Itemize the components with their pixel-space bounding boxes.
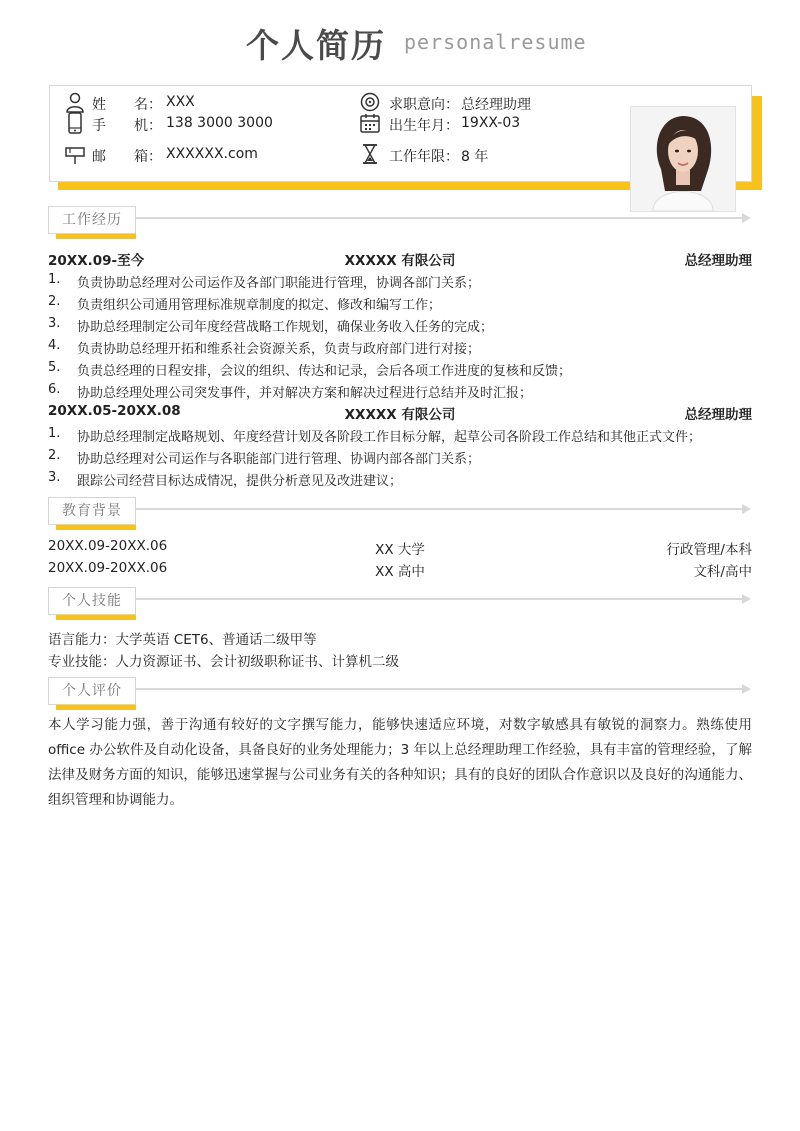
page-subtitle: personalresume [404, 30, 587, 54]
section-arrow [742, 684, 751, 694]
target-icon [359, 91, 381, 113]
birth-label: 出生年月： [389, 118, 459, 134]
years-label: 工作年限： [389, 149, 459, 165]
section-title-education: 教育背景 [48, 497, 136, 525]
edu-period: 20XX.09-20XX.06 [48, 538, 168, 554]
intent-value: 总经理助理 [461, 97, 531, 113]
mailbox-icon [64, 143, 86, 165]
edu-school: XX 高中 [375, 564, 425, 580]
section-title-evaluation: 个人评价 [48, 677, 136, 705]
name-value: XXX [166, 94, 195, 110]
section-skills [48, 591, 752, 621]
section-arrow [742, 504, 751, 514]
edu-school: XX 大学 [375, 542, 425, 558]
section-divider [134, 217, 744, 219]
self-evaluation-text: 本人学习能力强，善于沟通有较好的文字撰写能力，能够快速适应环境，对数字敏感具有敏锐的洞察力。熟练使用 office 办公软件及自动化设备，具备良好的业务处理能力；3 年以上总经理助理工作经验，具有丰富的管理经验，了解法律及财务方面的知识，能够迅速掌握与公司业务有关的各种知识；具有的良好的团队合作意识以及良好的沟通能力、组织管理和协调能力。 [48, 717, 752, 808]
section-divider [134, 688, 744, 690]
section-divider [134, 508, 744, 510]
email-label: 邮 箱： [92, 149, 162, 165]
intent-label: 求职意向： [389, 97, 459, 113]
work-period: 20XX.09-至今 [48, 253, 145, 269]
work-company: XXXXX 有限公司 [344, 407, 456, 423]
edu-major: 行政管理/本科 [666, 542, 752, 558]
page-title: 个人简历 [246, 26, 386, 65]
section-arrow [742, 594, 751, 604]
phone-value: 138 3000 3000 [166, 115, 273, 131]
section-title-work: 工作经历 [48, 206, 136, 234]
section-title-skills: 个人技能 [48, 587, 136, 615]
name-label: 姓 名： [92, 97, 162, 113]
email-value: XXXXXX.com [166, 146, 258, 162]
calendar-icon [359, 112, 381, 134]
phone-icon [64, 112, 86, 134]
skill-professional: 专业技能：人力资源证书、会计初级职称证书、计算机二级 [48, 654, 399, 670]
work-company: XXXXX 有限公司 [344, 253, 456, 269]
section-evaluation [48, 681, 752, 711]
profile-photo [630, 106, 736, 212]
section-arrow [742, 213, 751, 223]
years-value: 8 年 [461, 149, 489, 165]
work-position: 总经理助理 [684, 407, 752, 423]
edu-period: 20XX.09-20XX.06 [48, 560, 168, 576]
skill-language: 语言能力：大学英语 CET6、普通话二级甲等 [48, 632, 317, 648]
section-education [48, 501, 752, 531]
hourglass-icon [359, 143, 381, 165]
section-divider [134, 598, 744, 600]
birth-value: 19XX-03 [461, 115, 521, 131]
phone-label: 手 机： [92, 118, 162, 134]
work-period: 20XX.05-20XX.08 [48, 403, 181, 419]
section-work [48, 210, 752, 240]
edu-major: 文科/高中 [693, 564, 752, 580]
work-position: 总经理助理 [684, 253, 752, 269]
person-icon [64, 91, 86, 113]
resume-header [0, 20, 800, 64]
